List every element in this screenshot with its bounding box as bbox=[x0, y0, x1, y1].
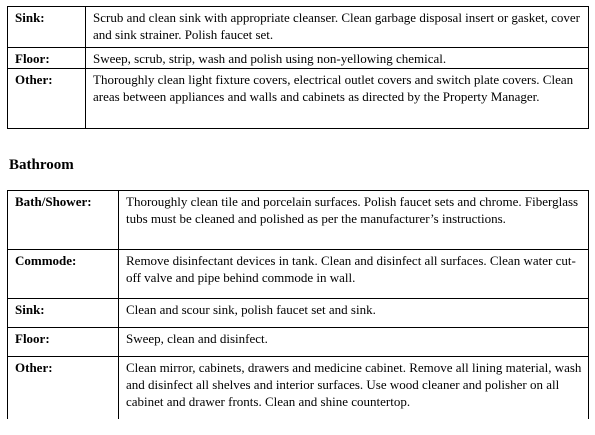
table-row bbox=[8, 299, 589, 328]
bathroom-cleaning-table bbox=[7, 190, 589, 419]
row-text: Remove disinfectant devices in tank. Clean and disinfect all surfaces. Clean water cut-off valve and pipe behind commode in wall. bbox=[119, 250, 589, 299]
row-label: Other: bbox=[8, 69, 86, 129]
table-row bbox=[8, 328, 589, 357]
row-text: Thoroughly clean tile and porcelain surfaces. Polish faucet sets and chrome. Fiberglass tubs must be cleaned and polished as per the manufacturer’s instructions. bbox=[119, 191, 589, 250]
row-text: Sweep, clean and disinfect. bbox=[119, 328, 589, 357]
row-text: Clean and scour sink, polish faucet set and sink. bbox=[119, 299, 589, 328]
table-row bbox=[8, 69, 589, 129]
table-row bbox=[8, 191, 589, 250]
row-label: Floor: bbox=[8, 48, 86, 69]
table-row bbox=[8, 250, 589, 299]
kitchen-cleaning-table bbox=[7, 6, 589, 129]
row-text: Clean mirror, cabinets, drawers and medicine cabinet. Remove all lining material, wash and disinfect all shelves and interior surfaces. Use wood cleaner and polisher on all cabinet and drawer fronts. Clean and shine countertop. bbox=[119, 357, 589, 420]
row-label: Floor: bbox=[8, 328, 119, 357]
row-label: Other: bbox=[8, 357, 119, 420]
table-row bbox=[8, 48, 589, 69]
row-label: Commode: bbox=[8, 250, 119, 299]
table-row bbox=[8, 7, 589, 48]
row-label: Sink: bbox=[8, 7, 86, 48]
row-text: Scrub and clean sink with appropriate cleanser. Clean garbage disposal insert or gasket, cover and sink strainer. Polish faucet set. bbox=[86, 7, 589, 48]
row-text: Thoroughly clean light fixture covers, electrical outlet covers and switch plate covers. Clean areas between appliances and walls and cabinets as directed by the Property Manager. bbox=[86, 69, 589, 129]
table-row bbox=[8, 357, 589, 420]
row-label: Sink: bbox=[8, 299, 119, 328]
row-label: Bath/Shower: bbox=[8, 191, 119, 250]
row-text: Sweep, scrub, strip, wash and polish using non-yellowing chemical. bbox=[86, 48, 589, 69]
section-heading-bathroom: Bathroom bbox=[9, 157, 74, 173]
